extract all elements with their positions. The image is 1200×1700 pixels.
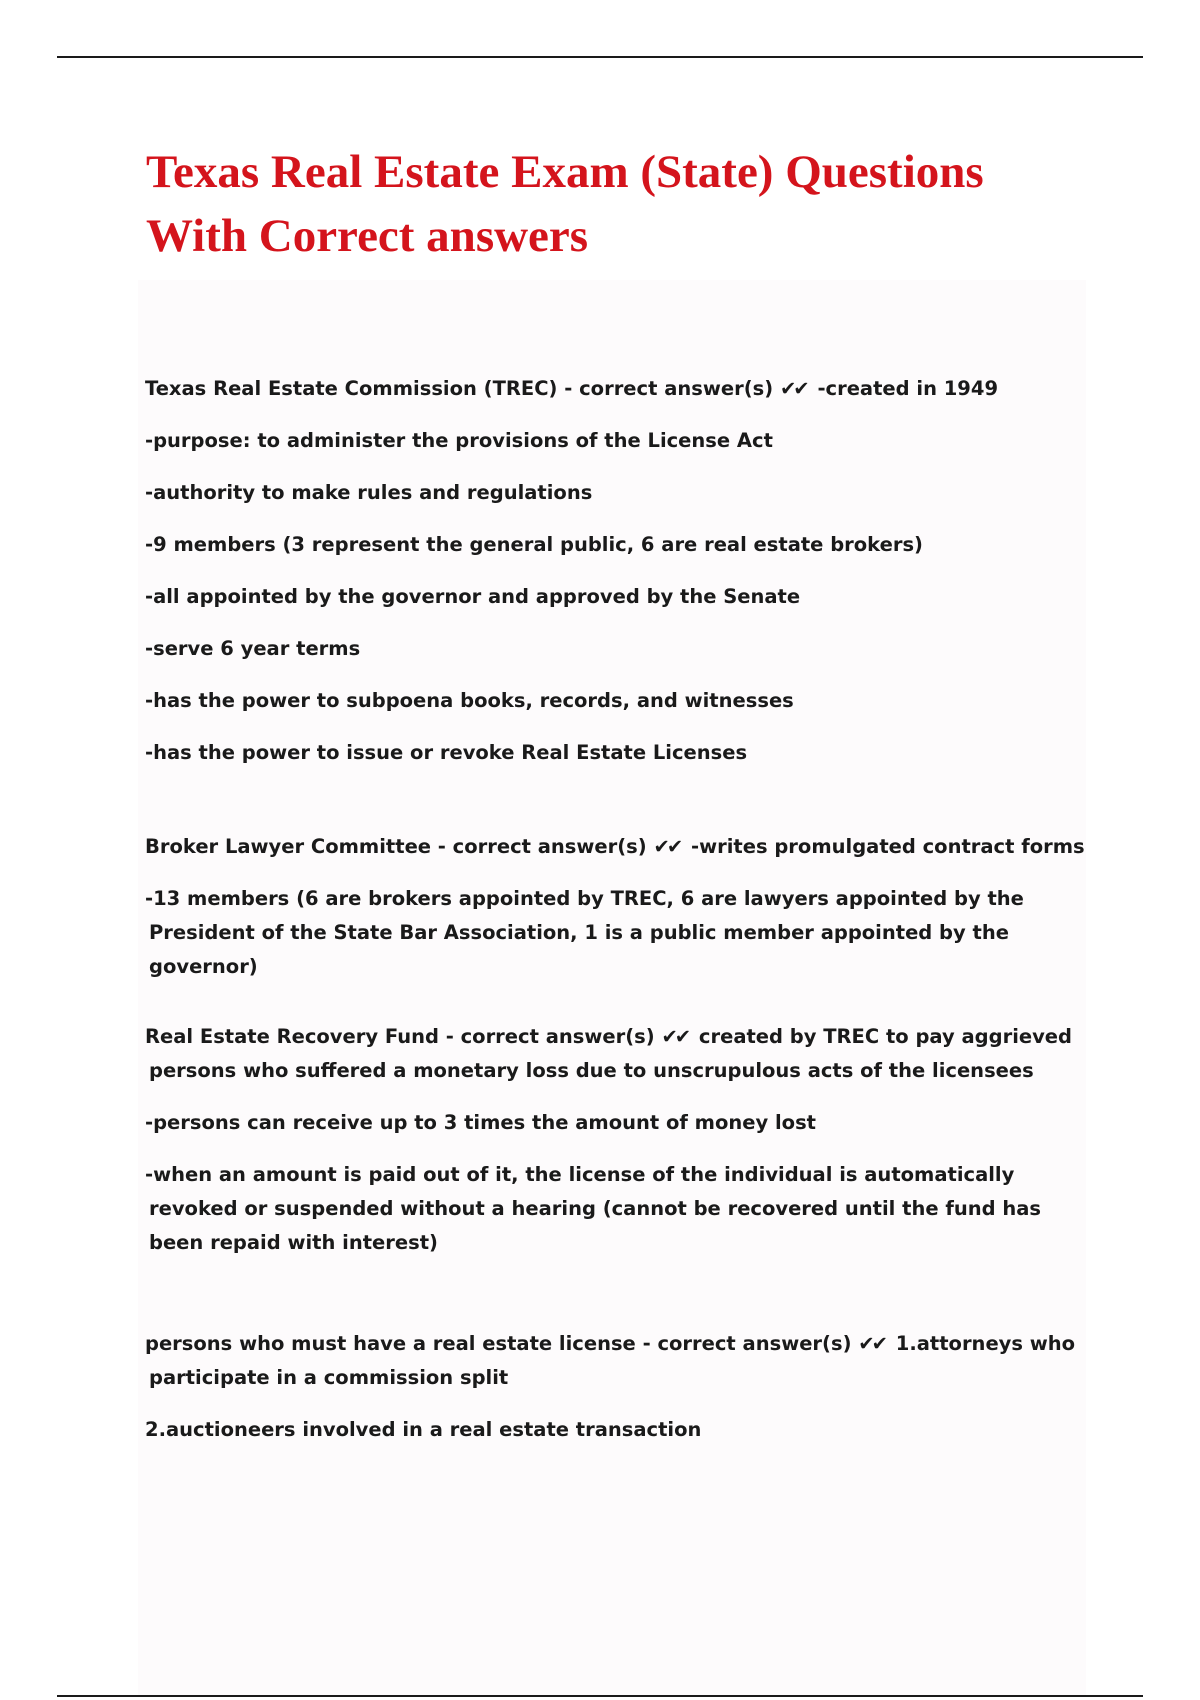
qa-answer-line: -purpose: to administer the provisions of the License Act [145, 429, 773, 452]
qa-entry-recovery-fund [145, 1020, 1095, 1278]
qa-question-line [145, 830, 1095, 864]
qa-answer-line: -9 members (3 represent the general public, 6 are real estate brokers) [145, 533, 923, 556]
double-check-icon: ✔✔ [858, 1332, 885, 1355]
qa-answer-line: 2.auctioneers involved in a real estate transaction [145, 1418, 702, 1441]
qa-question-line [145, 1327, 1095, 1395]
qa-answer-line: -all appointed by the governor and approved by the Senate [145, 585, 801, 608]
qa-entry-license-required [145, 1327, 1095, 1465]
qa-term: Real Estate Recovery Fund - correct answer(s) [145, 1025, 655, 1048]
qa-term: Broker Lawyer Committee - correct answer(s) [145, 835, 647, 858]
title-line-1: Texas Real Estate Exam (State) Questions [146, 146, 984, 198]
qa-answer-start: -writes promulgated contract forms [691, 835, 1085, 858]
qa-answer-line: -persons can receive up to 3 times the amount of money lost [145, 1111, 817, 1134]
qa-entry-trec [145, 372, 1095, 788]
qa-answer-line: -has the power to issue or revoke Real Estate Licenses [145, 741, 748, 764]
top-rule [57, 56, 1143, 58]
qa-answer-line: -has the power to subpoena books, records, and witnesses [145, 689, 794, 712]
document-title [146, 140, 1096, 268]
qa-answer-start: -created in 1949 [817, 377, 999, 400]
title-line-2: With Correct answers [146, 210, 589, 262]
double-check-icon: ✔✔ [653, 835, 681, 858]
bottom-rule [57, 1695, 1143, 1697]
qa-question-line [145, 1020, 1095, 1088]
qa-term: persons who must have a real estate license - correct answer(s) [145, 1332, 852, 1355]
qa-answer-line: -13 members (6 are brokers appointed by TREC, 6 are lawyers appointed by the President of the State Bar Association, 1 is a public member appointed by the governor) [145, 887, 1024, 978]
double-check-icon: ✔✔ [661, 1025, 689, 1048]
qa-term: Texas Real Estate Commission (TREC) - correct answer(s) [145, 377, 774, 400]
qa-answer-line: -authority to make rules and regulations [145, 481, 593, 504]
qa-answer-start: created by TREC to pay aggrieved persons who suffered a monetary loss due to unscrupulous acts of the licensees [149, 1025, 1072, 1082]
qa-answer-line: -serve 6 year terms [145, 637, 361, 660]
double-check-icon: ✔✔ [779, 377, 807, 400]
qa-answer-line: -when an amount is paid out of it, the license of the individual is automatically revoked or suspended without a hearing (cannot be recovered until the fund has been repaid with interest) [145, 1163, 1042, 1254]
qa-answer-start: 1.attorneys who participate in a commission split [149, 1332, 1076, 1389]
qa-question-line [145, 372, 1095, 406]
qa-entry-broker-lawyer-committee [145, 830, 1095, 1002]
